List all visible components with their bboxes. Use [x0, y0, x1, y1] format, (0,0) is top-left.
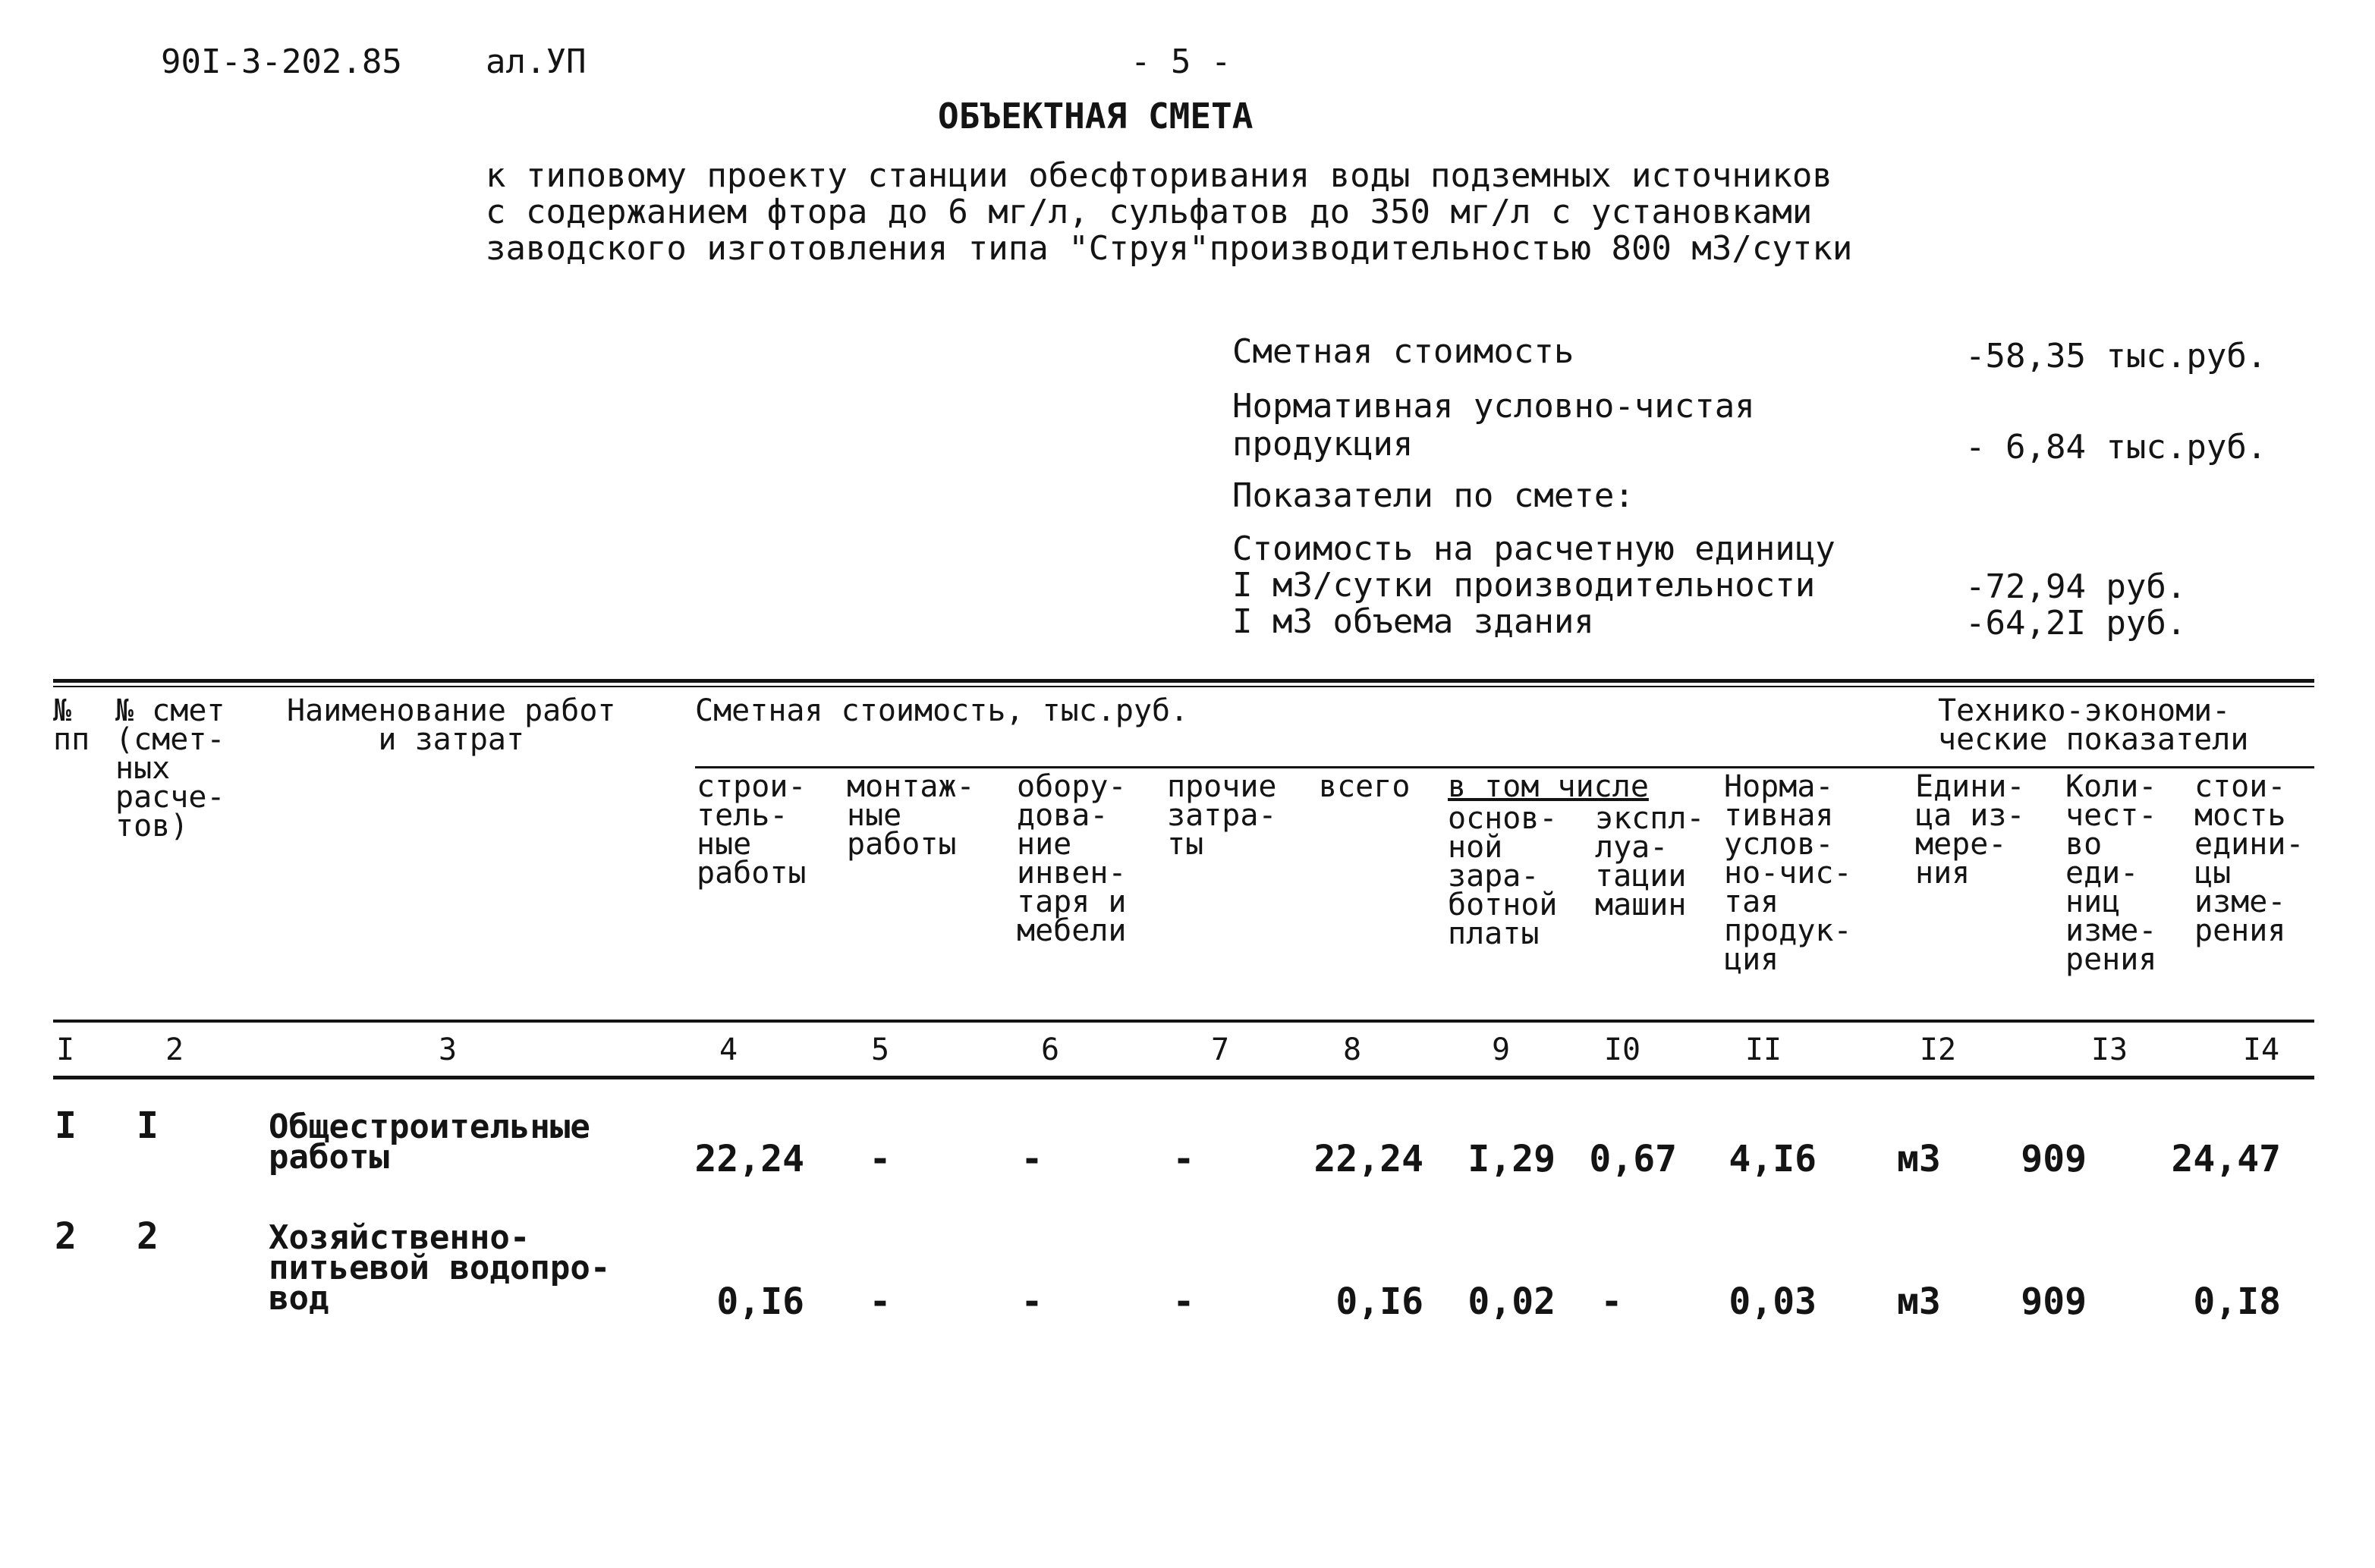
other-cost: - [1172, 1138, 1195, 1180]
header-col-total: всего [1319, 769, 1411, 804]
total-cost: 0,I6 [1335, 1280, 1423, 1323]
table-top-rule [53, 679, 2314, 683]
table-top-rule-thin [53, 686, 2314, 687]
description-line-3: заводского изготовления типа "Струя"производительностью 800 м3/сутки [486, 229, 1853, 268]
column-number: 3 [438, 1032, 458, 1067]
column-number-rule [53, 1076, 2314, 1079]
document-code: 90I-3-202.85 [161, 42, 402, 81]
construction-cost: 0,I6 [716, 1280, 804, 1323]
per-volume-value: -64,2I руб. [1965, 604, 2187, 643]
estimated-cost-value: -58,35 тыс.руб. [1965, 337, 2267, 376]
header-col-machine-operation: экспл- луа- тации машин [1595, 801, 1705, 922]
per-capacity-label: I м3/сутки производительности [1232, 566, 1816, 605]
equipment-cost: - [1021, 1138, 1043, 1180]
header-col-equipment: обору- дова- ние инвен- таря и мебели [1017, 769, 1127, 948]
installation-cost: - [869, 1280, 892, 1323]
per-volume-label: I м3 объема здания [1232, 602, 1594, 641]
installation-cost: - [869, 1138, 892, 1180]
machine-operation-cost: - [1600, 1280, 1623, 1323]
column-number: I4 [2242, 1032, 2280, 1067]
row-number: I [55, 1105, 77, 1147]
column-number: 8 [1342, 1032, 1362, 1067]
net-production: 4,I6 [1729, 1138, 1817, 1180]
column-number: 6 [1040, 1032, 1060, 1067]
npp-label-line-2: продукция [1232, 425, 1414, 463]
header-col-estimate-number: № смет (смет- ных расче- тов) [115, 693, 225, 844]
header-group-tech-economic: Технико-экономи- ческие показатели [1938, 693, 2249, 757]
document-title: ОБЪЕКТНАЯ СМЕТА [938, 96, 1254, 137]
net-production: 0,03 [1729, 1280, 1817, 1323]
wages-cost: I,29 [1467, 1138, 1556, 1180]
header-bottom-rule [53, 1020, 2314, 1023]
group-header-rule [695, 766, 2314, 768]
description-line-1: к типовому проекту станции обесфторивания воды подземных источников [486, 156, 1832, 195]
header-group-estimated-cost: Сметная стоимость, тыс.руб. [695, 693, 1189, 728]
header-col-unit-cost: стои- мость едини- цы изме- рения [2194, 769, 2304, 948]
column-number: II [1744, 1032, 1782, 1067]
npp-label-line-1: Нормативная условно-чистая [1232, 387, 1755, 426]
page-number: - 5 - [1131, 42, 1232, 81]
column-number: 4 [719, 1032, 738, 1067]
per-capacity-value: -72,94 руб. [1965, 567, 2187, 606]
unit-cost: 24,47 [2171, 1138, 2281, 1180]
row-number: 2 [55, 1215, 77, 1258]
indicators-label: Показатели по смете: [1232, 476, 1634, 515]
wages-cost: 0,02 [1467, 1280, 1556, 1323]
column-number: 7 [1210, 1032, 1230, 1067]
estimated-cost-label: Сметная стоимость [1232, 332, 1574, 371]
unit-quantity: 909 [2021, 1138, 2087, 1180]
header-col-other-costs: прочие затра- ты [1167, 769, 1277, 862]
equipment-cost: - [1021, 1280, 1043, 1323]
header-col-wages: основ- ной зара- ботной платы [1448, 801, 1558, 951]
unit-cost-label: Стоимость на расчетную единицу [1232, 529, 1836, 568]
column-number: I2 [1919, 1032, 1957, 1067]
other-cost: - [1172, 1280, 1195, 1323]
album-number: ал.УП [486, 42, 587, 81]
machine-operation-cost: 0,67 [1589, 1138, 1677, 1180]
header-col-unit: Едини- ца из- мере- ния [1915, 769, 2025, 891]
work-name: Общестроительные работы [269, 1108, 590, 1177]
description-line-2: с содержанием фтора до 6 мг/л, сульфатов до 350 мг/л с установками [486, 193, 1813, 231]
column-number: I [55, 1032, 75, 1067]
header-col-net-production: Норма- тивная услов- но-чис- тая продук- ция [1724, 769, 1852, 977]
npp-value: - 6,84 тыс.руб. [1965, 428, 2267, 467]
column-number: 2 [165, 1032, 184, 1067]
header-col-construction: строи- тель- ные работы [697, 769, 807, 891]
unit-quantity: 909 [2021, 1280, 2087, 1323]
column-number: 5 [870, 1032, 890, 1067]
estimate-number: I [137, 1105, 159, 1147]
total-cost: 22,24 [1313, 1138, 1423, 1180]
column-number: 9 [1491, 1032, 1511, 1067]
column-number: I0 [1603, 1032, 1641, 1067]
header-col-work-name: Наименование работ и затрат [287, 693, 616, 757]
work-name: Хозяйственно- питьевой водопро- вод [269, 1218, 611, 1318]
header-subgroup-including: в том числе [1448, 769, 1649, 804]
measurement-unit: м3 [1897, 1138, 1941, 1180]
header-col-quantity: Коли- чест- во еди- ниц изме- рения [2065, 769, 2157, 977]
header-col-installation: монтаж- ные работы [847, 769, 975, 862]
construction-cost: 22,24 [694, 1138, 804, 1180]
measurement-unit: м3 [1897, 1280, 1941, 1323]
column-number: I3 [2090, 1032, 2128, 1067]
estimate-number: 2 [137, 1215, 159, 1258]
header-col-row-number: № пп [53, 693, 90, 757]
unit-cost: 0,I8 [2193, 1280, 2281, 1323]
